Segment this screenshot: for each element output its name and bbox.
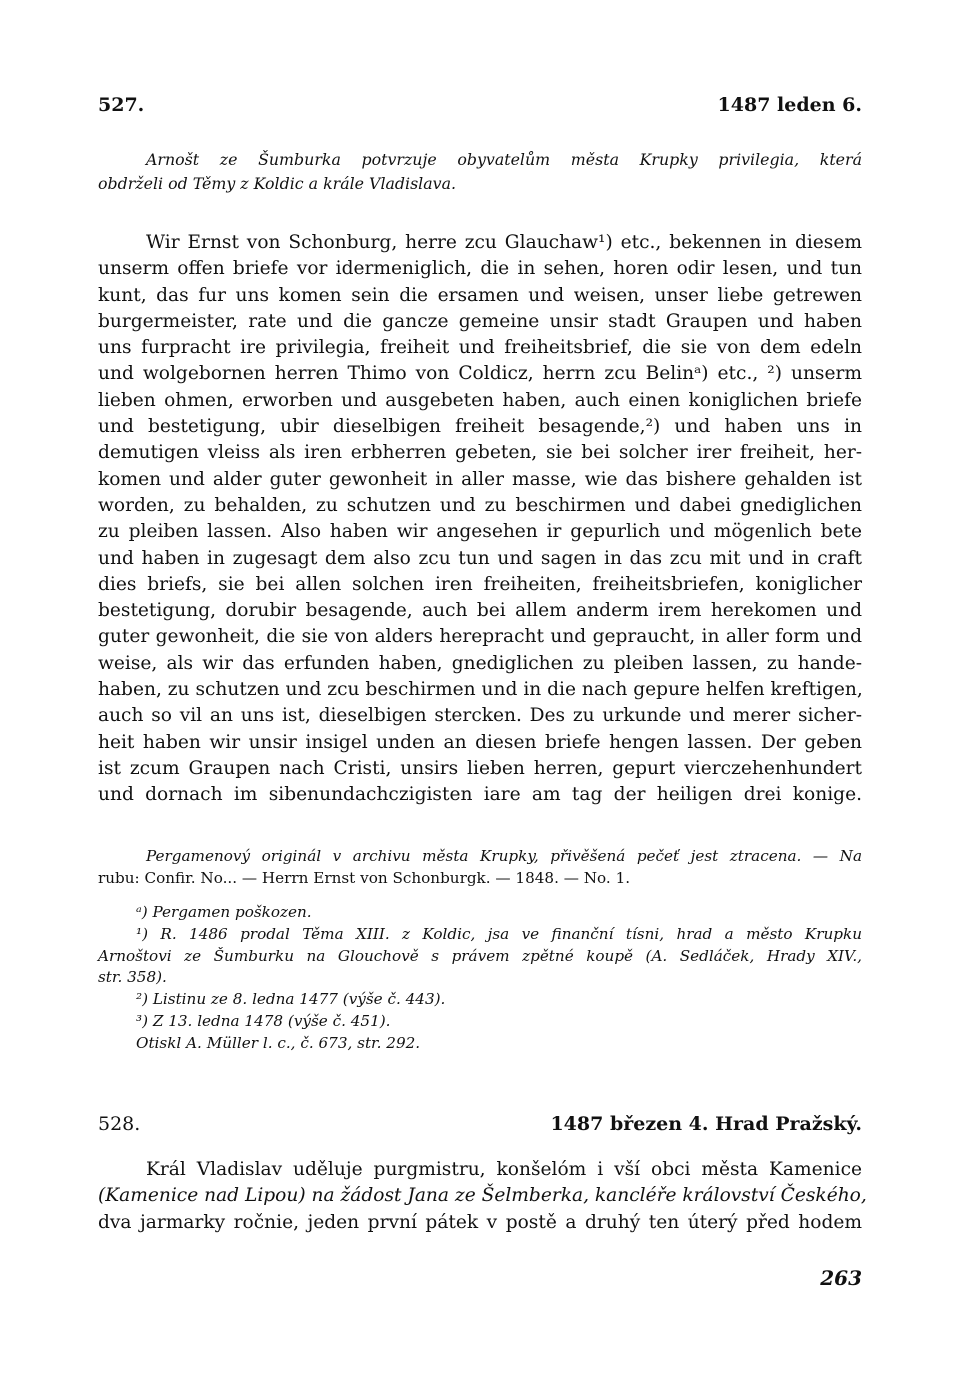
text-line: ist zcum Graupen nach Cristi, unsirs lieben herren, gepurt vierczehenhundert [98,757,862,779]
text-line: und bestetigung, ubir dieselbigen freiheit besagende,²) und haben uns in [98,416,862,438]
text-line: unserm offen briefe vor idermeniglich, die in sehen, horen odir lesen, und tun [98,258,862,280]
text-line: lieben ohmen, erworben und ausgebeten haben, auch einen koniglichen briefe [98,389,862,411]
regest-line: Arnošt ze Šumburka potvrzuje obyvatelům města Krupky privilegia, která [146,150,862,169]
regest-line: (Kamenice nad Lipou) na žádost Jana ze Šelmberka, kancléře království Českého, [98,1185,867,1207]
doc527-text [98,230,862,809]
archival-line: rubu: Confir. No... — Herrn Ernst von Schonburgk. — 1848. — No. 1. [98,868,631,887]
text-line: bestetigung, dorubir besagende, auch bei allem anderm irem herekomen und [98,600,862,622]
regest-line: Král Vladislav uděluje purgmistru, konšelóm i vší obci města Kamenice [146,1159,862,1180]
text-line: worden, zu behalden, zu schutzen und zu beschirmen und dabei gnediglichen [98,494,862,516]
doc527-number: 527. [98,94,145,116]
doc528-regest [98,1157,867,1236]
text-line: haben, zu schutzen und zcu beschirmen und in die nach gepure helfen kreftigen, [98,679,863,701]
text-line: komen und alder guter gewonheit in aller masse, wie das bishere gehalden ist [98,468,862,490]
text-line: demutigen vleiss als iren erbherren gebeten, sie bei solcher irer freiheit, her- [98,442,862,464]
footnote-1-cont: Arnoštovi ze Šumburku na Glouchově s právem zpětné koupě (A. Sedláček, Hrady XIV., [98,946,862,965]
text-line: auch so vil an uns ist, dieselbigen stercken. Des zu urkunde und merer sicher- [98,705,862,727]
archival-line: Pergamenový originál v archivu města Krupky, přivěšená pečeť jest ztracena. — Na [146,847,862,865]
text-line: burgermeister, rate und die gancze gemeine unsir stadt Graupen und haben [98,310,862,332]
text-line: guter gewonheit, die sie von alders herepracht und gepraucht, in aller form und [98,626,862,648]
text-line: kunt, das fur uns komen sein die ersamen und weisen, unser liebe getrewen [98,284,862,306]
text-line: und dornach im sibenundachczigisten iare am tag der heiligen drei konige. [98,784,862,806]
doc527-date: 1487 leden 6. [717,94,862,116]
text-line: zu pleiben lassen. Also haben wir angesehen ir gepurlich und mögenlich bete [98,521,862,543]
footnote-a: ᵃ) Pergamen poškozen. [136,903,312,921]
doc527-archival-note [98,846,862,890]
doc527-regest [98,148,862,196]
regest-line: obdrželi od Těmy z Koldic a krále Vladislava. [98,174,457,194]
footnote-1-cont: str. 358). [98,968,167,987]
footnote-3: ³) Z 13. ledna 1478 (výše č. 451). [136,1011,391,1030]
page-number: 263 [820,1266,862,1290]
text-line: und wolgebornen herren Thimo von Coldicz, herrn zcu Belinᵃ) etc., ²) unserm [98,363,862,385]
text-line: uns furpracht ire privilegia, freiheit und freiheitsbrief, die sie von dem edeln [98,337,862,359]
text-line: und haben in zugesagt dem also zcu tun und sagen in das zcu mit und in craft [98,547,862,569]
text-line: weise, als wir das erfunden haben, gnediglichen zu pleiben lassen, zu hande- [98,652,862,674]
footnote-2: ²) Listinu ze 8. ledna 1477 (výše č. 443). [136,990,446,1009]
text-line: heit haben wir unsir insigel unden an diesen briefe hengen lassen. Der geben [98,731,862,753]
footnote-1: ¹) R. 1486 prodal Těma XIII. z Koldic, jsa ve finanční tísni, hrad a město Krupku [136,924,862,943]
text-line: Wir Ernst von Schonburg, herre zcu Glauchaw¹) etc., bekennen in diesem [146,232,862,253]
text-line: dies briefs, sie bei allen solchen iren freiheiten, freiheitsbriefen, koniglicher [98,573,862,595]
edition-note: Otiskl A. Müller l. c., č. 673, str. 292. [136,1033,421,1052]
doc528-date: 1487 březen 4. Hrad Pražský. [550,1113,862,1135]
doc527-footnotes [98,902,862,1055]
regest-line: dva jarmarky ročnie, jeden první pátek v postě a druhý ten úterý před hodem [98,1211,862,1233]
doc528-number: 528. [98,1113,141,1135]
